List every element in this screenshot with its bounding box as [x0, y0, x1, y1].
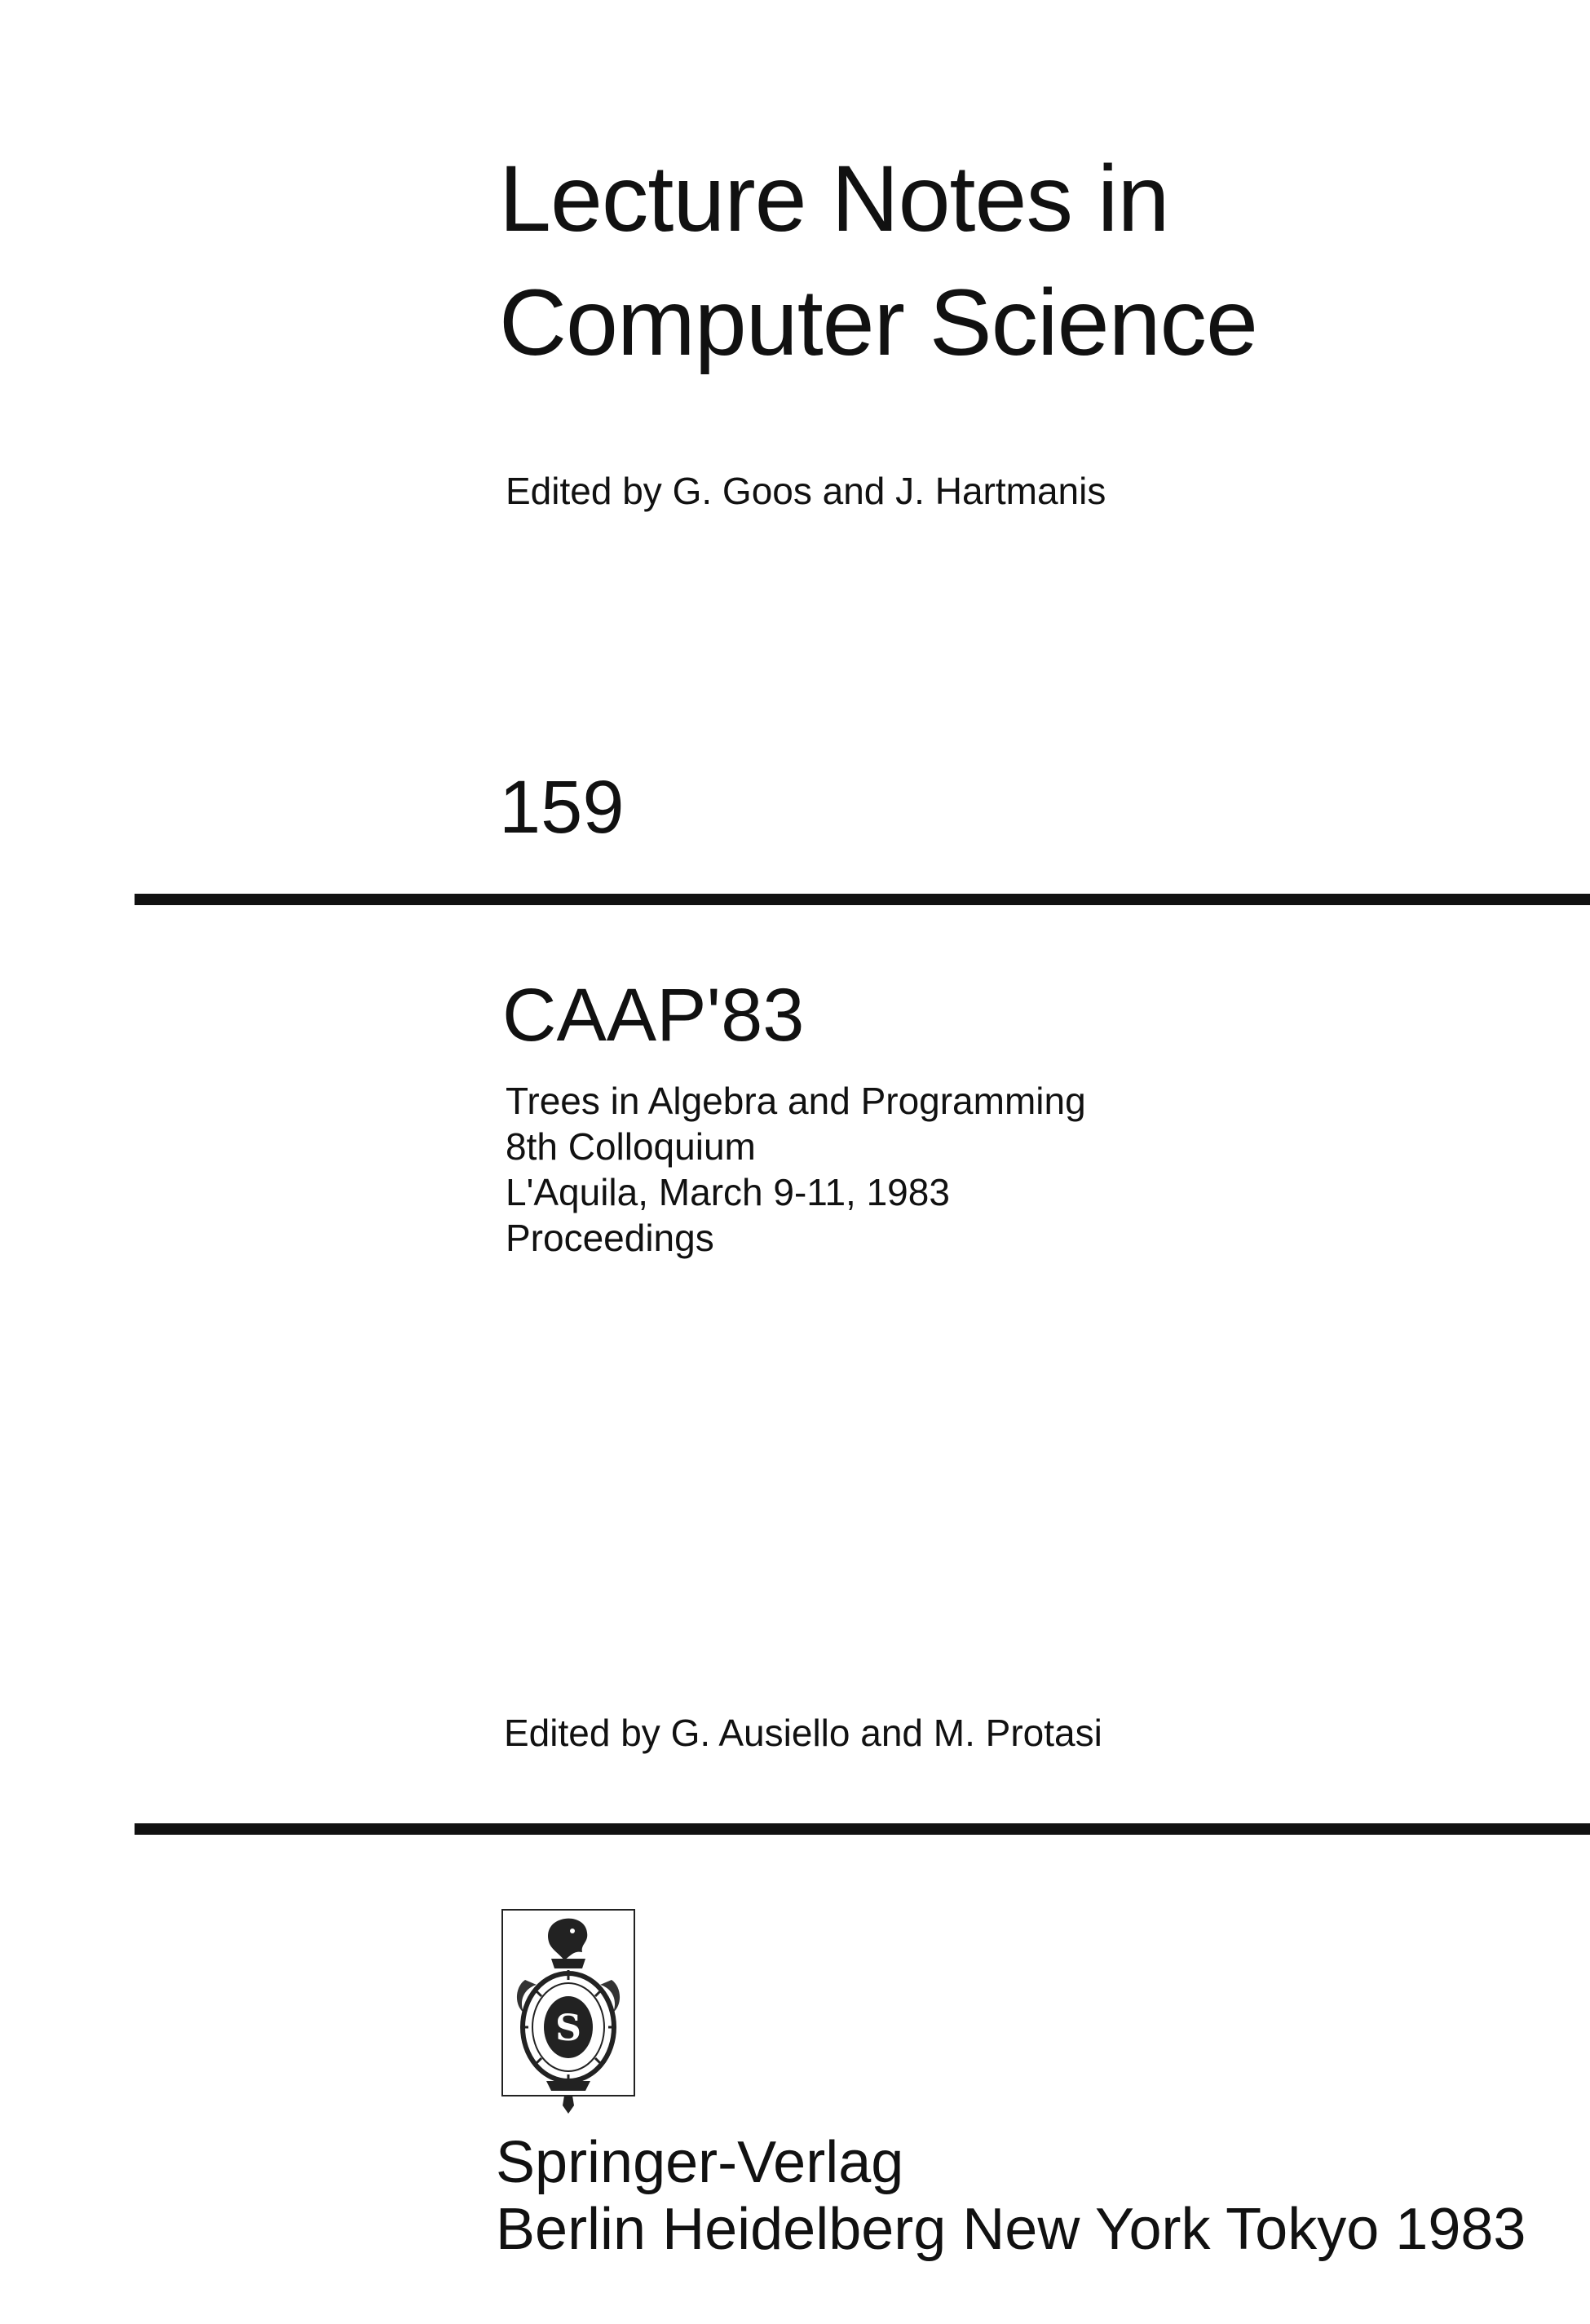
volume-editors: Edited by G. Ausiello and M. Protasi [504, 1712, 1102, 1754]
subtitle-line-4: Proceedings [506, 1217, 714, 1259]
series-editors: Edited by G. Goos and J. Hartmanis [506, 470, 1106, 512]
publisher-cities-year: Berlin Heidelberg New York Tokyo 1983 [496, 2197, 1526, 2262]
series-title-line-2: Computer Science [499, 271, 1257, 375]
publisher-name: Springer-Verlag [496, 2130, 904, 2195]
series-title-line-1: Lecture Notes in [499, 147, 1169, 251]
book-subtitle-block [506, 1078, 1086, 1261]
subtitle-line-2: 8th Colloquium [506, 1125, 756, 1168]
svg-text:S: S [555, 2008, 581, 2049]
subtitle-line-3: L'Aquila, March 9-11, 1983 [506, 1171, 950, 1213]
book-title: CAAP'83 [502, 974, 805, 1057]
top-divider-rule [135, 894, 1590, 905]
subtitle-line-1: Trees in Algebra and Programming [506, 1080, 1086, 1122]
springer-logo-icon [501, 1908, 636, 2117]
series-title [499, 137, 1257, 385]
volume-number: 159 [499, 766, 625, 849]
bottom-divider-rule [135, 1823, 1590, 1835]
